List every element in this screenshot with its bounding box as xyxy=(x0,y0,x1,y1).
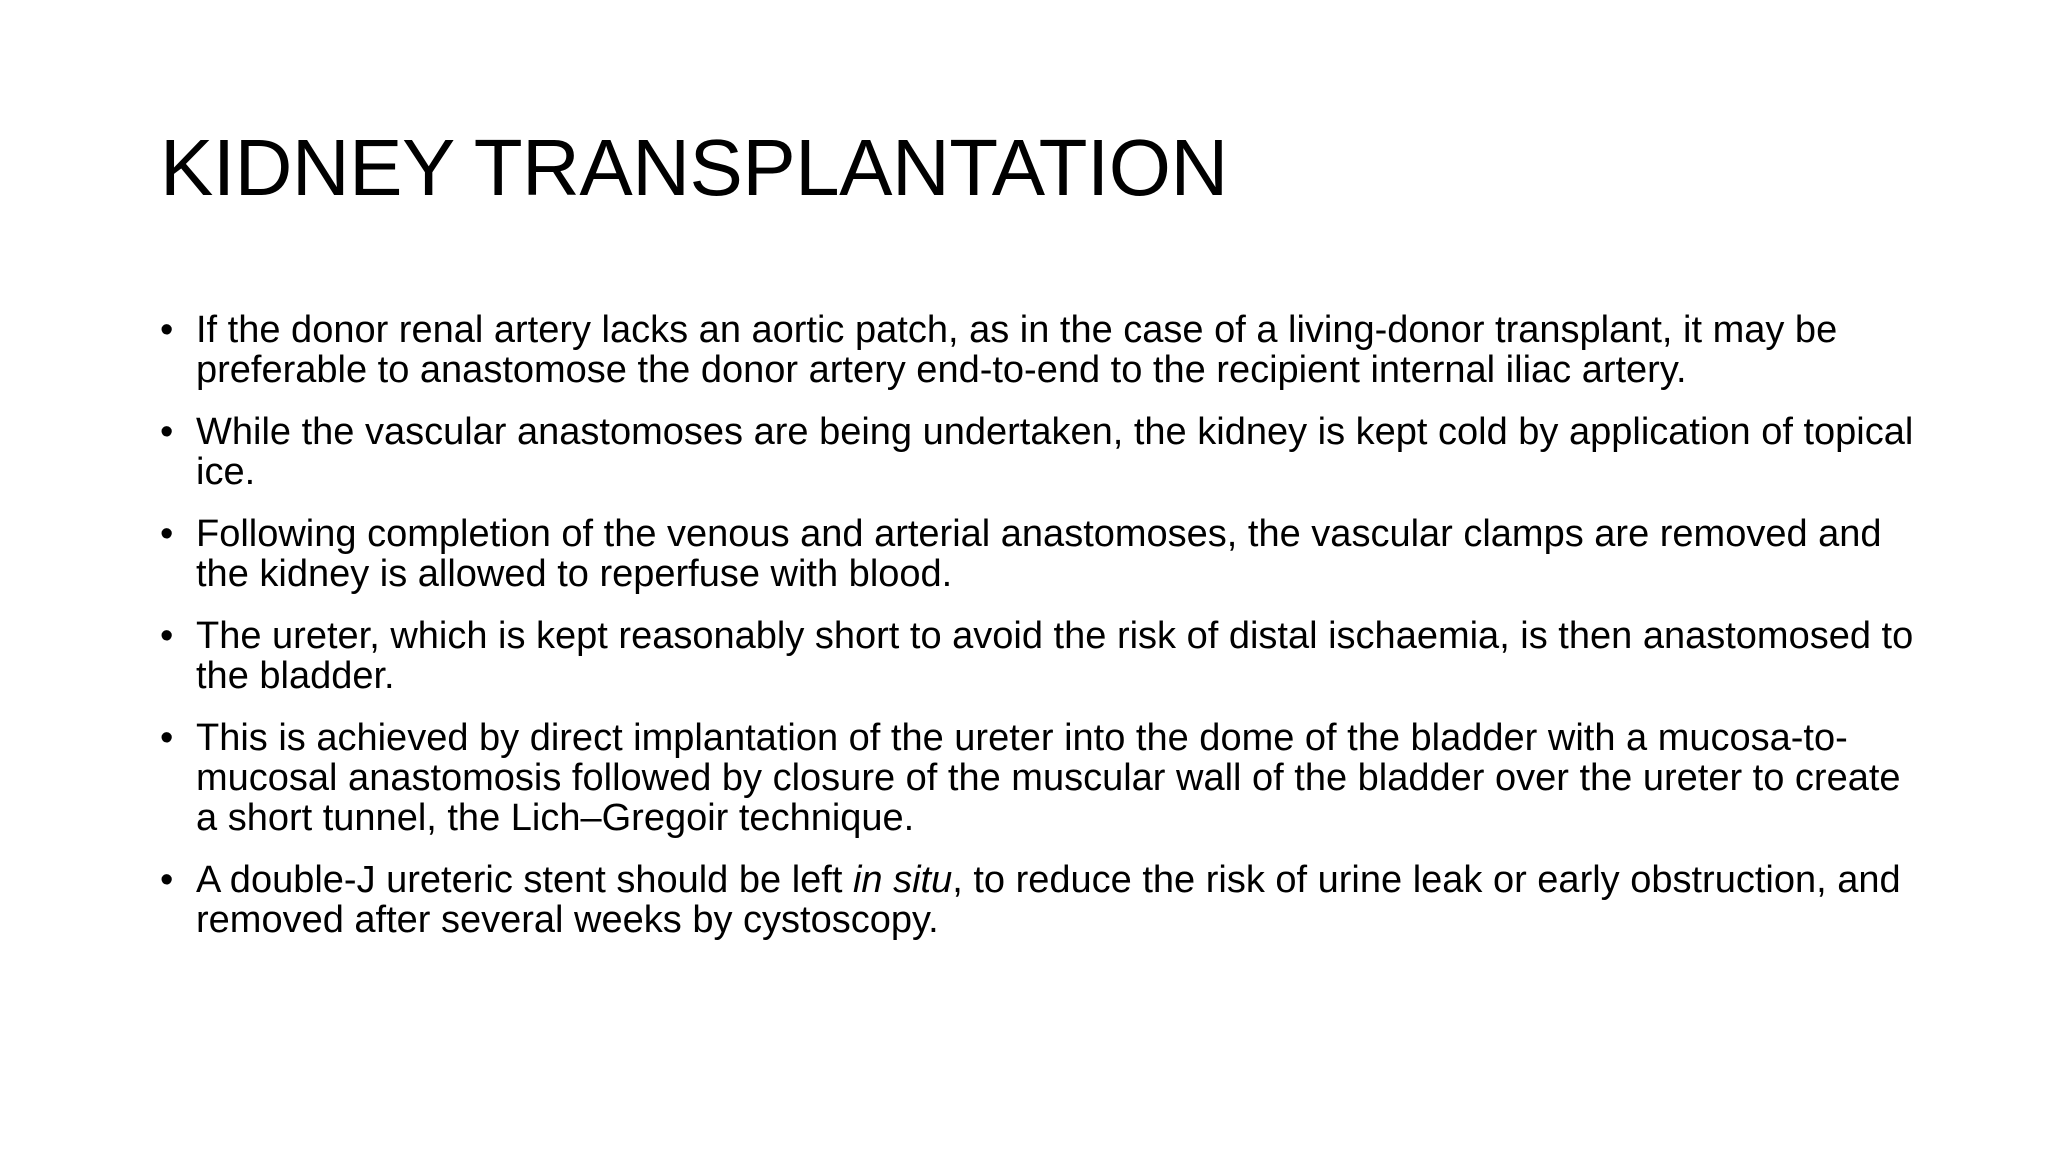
bullet-text: The ureter, which is kept reasonably short to avoid the risk of distal ischaemia, is then anastomosed to the bladder. xyxy=(196,615,1914,697)
bullet-icon: • xyxy=(160,309,174,351)
bullet-text: This is achieved by direct implantation of the ureter into the dome of the bladder with a mucosa-to-mucosal anastomosis followed by closure of the muscular wall of the bladder over the ureter to create a short tunnel, the Lich–Gregoir technique. xyxy=(196,717,1901,839)
bullet-item-1 xyxy=(160,310,1920,390)
bullet-text: If the donor renal artery lacks an aortic patch, as in the case of a living-donor transplant, it may be preferable to anastomose the donor artery end-to-end to the recipient internal iliac artery. xyxy=(196,309,1838,391)
bullet-text: While the vascular anastomoses are being undertaken, the kidney is kept cold by application of topical ice. xyxy=(196,411,1914,493)
bullet-icon: • xyxy=(160,717,174,759)
bullet-item-3 xyxy=(160,514,1920,594)
bullet-item-4 xyxy=(160,616,1920,696)
bullet-item-6 xyxy=(160,860,1920,940)
bullet-list xyxy=(160,310,1920,962)
bullet-icon: • xyxy=(160,859,174,901)
slide-title: KIDNEY TRANSPLANTATION xyxy=(160,123,1228,212)
bullet-text-part: A double-J ureteric stent should be left xyxy=(196,859,853,901)
bullet-text-part: , to reduce the risk of urine leak or early obstruction, and removed after several weeks by cystoscopy. xyxy=(196,859,1901,941)
bullet-icon: • xyxy=(160,615,174,657)
bullet-text xyxy=(196,859,1901,941)
bullet-text-italic: in situ xyxy=(852,859,953,901)
bullet-text: Following completion of the venous and arterial anastomoses, the vascular clamps are removed and the kidney is allowed to reperfuse with blood. xyxy=(196,513,1882,595)
bullet-item-2 xyxy=(160,412,1920,492)
bullet-item-5 xyxy=(160,718,1920,838)
bullet-icon: • xyxy=(160,411,174,453)
bullet-icon: • xyxy=(160,513,174,555)
